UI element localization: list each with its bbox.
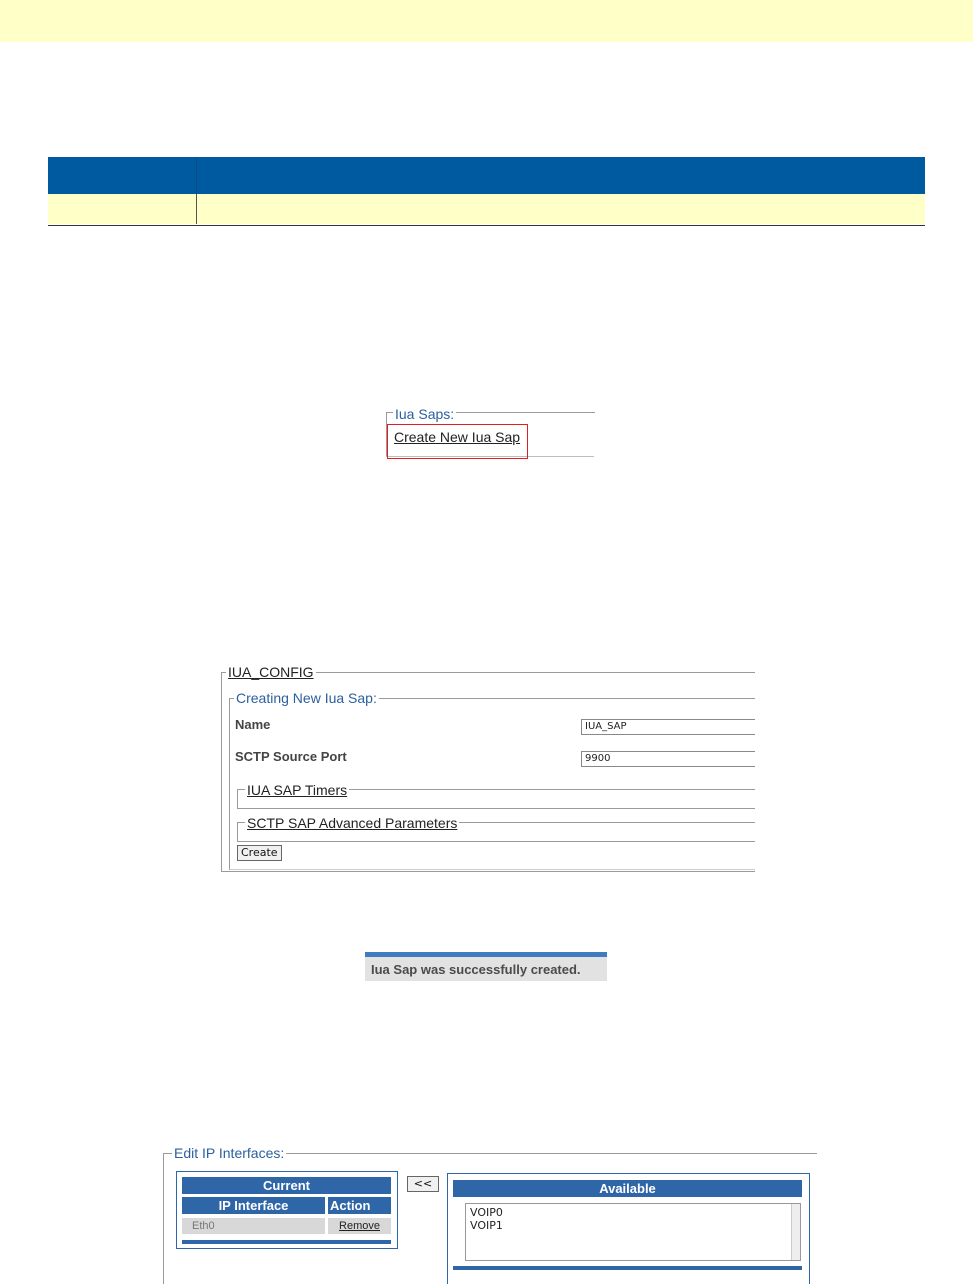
sctp-sap-advanced-link[interactable]: SCTP SAP Advanced Parameters: [247, 815, 458, 831]
top-band: [0, 0, 973, 42]
sctp-source-port-label: SCTP Source Port: [235, 749, 347, 764]
highlight-callout: [387, 424, 528, 459]
create-button[interactable]: Create: [237, 845, 282, 861]
creating-new-iua-sap-legend: Creating New Iua Sap:: [236, 690, 377, 706]
remove-link[interactable]: Remove: [328, 1218, 391, 1234]
name-field[interactable]: IUA_SAP: [581, 719, 755, 735]
header-table-row: [48, 194, 925, 224]
edit-ip-interfaces-legend: Edit IP Interfaces:: [174, 1145, 285, 1161]
available-list-scrollbar[interactable]: [791, 1204, 800, 1260]
header-table: [48, 157, 925, 226]
list-item[interactable]: VOIP1: [470, 1219, 503, 1232]
list-item[interactable]: VOIP0: [470, 1206, 503, 1219]
success-message: [365, 952, 607, 981]
ip-interface-column-header: IP Interface: [182, 1197, 325, 1214]
create-new-iua-sap-link[interactable]: Create New Iua Sap: [394, 429, 521, 445]
iua-sap-timers-link[interactable]: IUA SAP Timers: [247, 782, 348, 798]
sctp-source-port-field[interactable]: 9900: [581, 751, 755, 767]
current-title: Current: [182, 1177, 391, 1194]
ip-interface-cell: Eth0: [182, 1218, 325, 1234]
name-label: Name: [235, 717, 271, 732]
current-footer-bar: [182, 1240, 391, 1244]
available-title: Available: [453, 1180, 802, 1197]
header-table-row-divider: [196, 194, 197, 224]
header-table-head: [48, 157, 925, 194]
iua-config-title[interactable]: IUA_CONFIG: [228, 664, 314, 680]
action-column-header: Action: [328, 1197, 391, 1214]
available-list[interactable]: [465, 1203, 801, 1261]
move-to-current-button[interactable]: <<: [407, 1176, 439, 1192]
iua-saps-legend: Iua Saps:: [395, 406, 455, 422]
success-message-text: Iua Sap was successfully created.: [371, 962, 581, 977]
header-table-divider: [196, 157, 197, 194]
available-footer-bar: [453, 1266, 802, 1270]
